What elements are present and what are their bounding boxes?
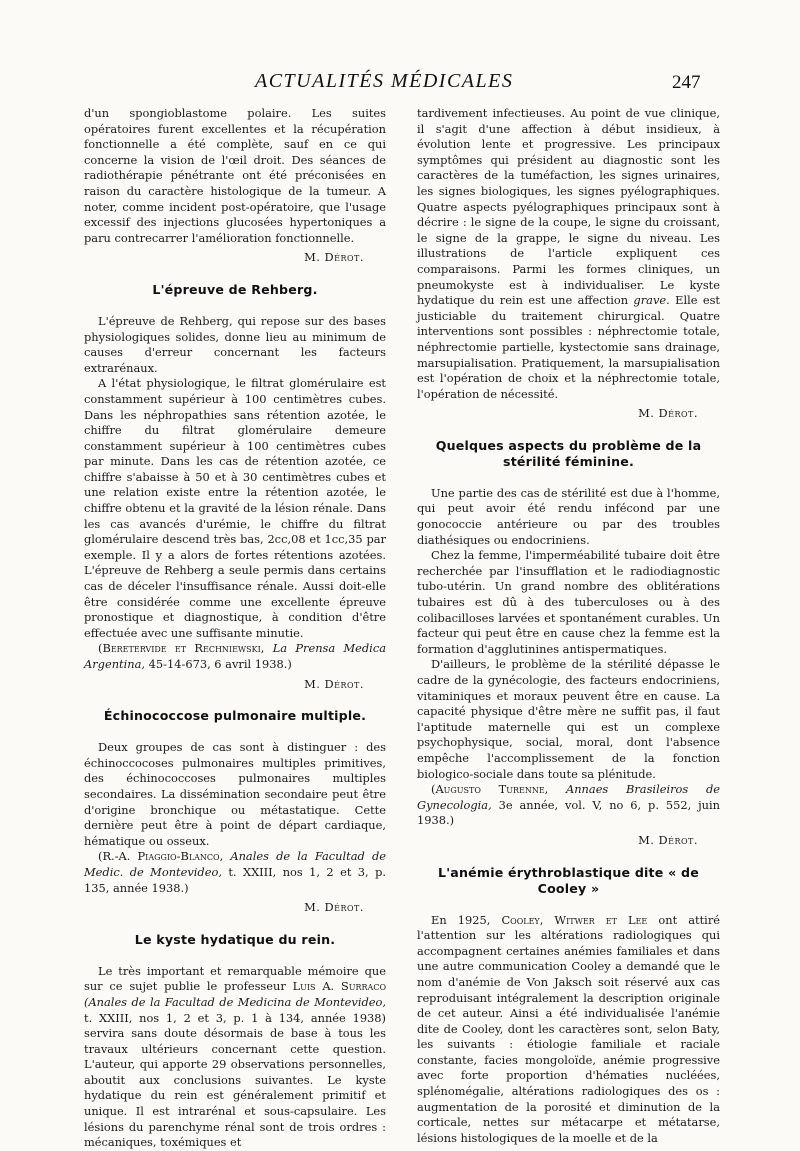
paragraph: Deux groupes de cas sont à distinguer : des échinoccocoses pulmonaires multiples primitives, des échinococcoses pulmonaires multiples secondaires. La dissémination secondaire peut être d'origine bronchique ou métastatique. Cette dernière peut être à point de départ cardiaque, hématique ou osseux.: [84, 740, 386, 848]
section-heading-sterilite: Quelques aspects du problème de la stérilité féminine.: [435, 437, 702, 469]
text-run: ont attiré l'attention sur les altérations radiologiques qui accompagnent certaines anémies familiales et dans une autre communication Cooley a demandé que le nom d'anémie de Von Jaksch soit réservé aux cas reproduisant intégralement la description originale de cet auteur. Ainsi a été individualisée l'anémie dite de Cooley, dont les caractères sont, selon Baty, les suivants : étiologie familiale et raciale constante, facies mongoloïde, anémie progressive avec forte proportion d'hématies nucléées, splénomégalie, altérations radiologiques des os : augmentation de la porosité et diminution de la corticale, nettes sur métacarpe et métatarse, lésions histologiques de la moelle et de la: [417, 912, 721, 1145]
citation: (Augusto Turenne, Annaes Brasileiros de Gynecologia, 3e année, vol. V, no 6, p. 552, juin 1938.): [417, 782, 720, 828]
citation-journal: Anales de la Facultad de Medic. de Montevideo,: [84, 849, 386, 879]
section-heading-rehberg: L'épreuve de Rehberg.: [152, 281, 318, 297]
text-run: En 1925,: [431, 912, 491, 927]
text-run: t. XXIII, nos 1, 2 et 3, p. 1 à 134, année 1938) servira sans doute désormais de base à tous les travaux ultérieurs concernant cette question. L'auteur, qui apporte 29 observations personnelles, aboutit aux conclusions suivantes. Le kyste hydatique du rein est généralement primitif et unique. Il est intrarénal et sous-capsulaire. Les lésions du parenchyme rénal sont de trois ordres : mécaniques, toxémiques et: [84, 1010, 386, 1150]
section-heading-cooley: L'anémie érythroblastique dite « de Cooley »: [438, 864, 699, 896]
paragraph: Chez la femme, l'imperméabilité tubaire doit être recherchée par l'insufflation et le radiodiagnostic tubo-utérin. Un grand nombre des oblitérations tubaires est dû à des tuberculoses ou à des colibacilloses larvées et spontanément curables. Un facteur qui peut être en cause chez la femme est la formation d'agglutinines antispermatiques.: [417, 548, 720, 656]
author-signature: M. Dérot.: [304, 250, 364, 265]
paragraph: D'ailleurs, le problème de la stérilité dépasse le cadre de la gynécologie, des facteurs endocriniens, vitaminiques et moraux peuvent être en cause. La capacité physique d'être mère ne suffit pas, il faut l'aptitude maternelle qui est un complexe psychophysique, social, moral, dont l'absence empêche l'accomplissement de la fonction biologico-sociale dans toute sa plénitude.: [417, 657, 720, 781]
citation: (R.-A. Piaggio-Blanco, Anales de la Facultad de Medic. de Montevideo, t. XXIII, nos 1, 2 et 3, p. 135, année 1938.): [84, 849, 386, 895]
author-signature: M. Dérot.: [304, 676, 364, 691]
author-signature: M. Dérot.: [638, 406, 698, 421]
citation-journal: Annaes Brasileiros de Gynecologia,: [417, 782, 720, 812]
citation-authors: R.-A. Piaggio-Blanco,: [102, 849, 224, 864]
text-run: Le très important et remarquable mémoire que sur ce sujet publie le professeur: [84, 963, 386, 994]
paragraph: [84, 964, 386, 1151]
paragraph: Une partie des cas de stérilité est due à l'homme, qui peut avoir été rendu infécond par une gonococcie antérieure ou par des troubles diathésiques ou endocriniens.: [417, 485, 720, 547]
citation-journal: La Prensa Medica Argentina,: [84, 641, 386, 671]
right-column: [417, 106, 720, 1146]
paragraph: d'un spongioblastome polaire. Les suites opératoires furent excellentes et la récupération fonctionnelle a été complète, sauf en ce qui concerne la vision de l'œil droit. Des séances de radiothérapie pénétrante ont été préconisées en raison du caractère histologique de la tumeur. A noter, comme incident post-opératoire, que l'usage excessif des injections glucosées hypertoniques a paru contrecarrer l'amélioration fonctionnelle.: [84, 106, 386, 245]
paragraph: L'épreuve de Rehberg, qui repose sur des bases physiologiques solides, donne lieu au minimum de causes d'erreur concernant les facteurs extrarénaux.: [84, 313, 386, 375]
paragraph: A l'état physiologique, le filtrat glomérulaire est constamment supérieur à 100 centimètres cubes. Dans les néphropathies sans rétention azotée, le chiffre du filtrat glomérulaire demeure constamment supérieur à 100 centimètres cubes par minute. Dans les cas de rétention azotée, ce chiffre s'abaisse à 50 et à 30 centimètres cubes et une relation existe entre la rétention azotée, le chiffre obtenu et la gravité de la lésion rénale. Dans les cas avancés d'urémie, le chiffre du filtrat glomérulaire descend très bas, 2cc,08 et 1cc,35 par exemple. Il y a alors de fortes rétentions azotées. L'épreuve de Rehberg a seule permis dans certains cas de déceler l'insuffisance rénale. Aussi doit-elle être considérée comme une excellente épreuve pronostique et diagnostique, à condition d'être effectuée avec une suffisante minutie.: [84, 376, 386, 640]
author-signature: M. Dérot.: [638, 832, 698, 847]
section-heading-kyste: Le kyste hydatique du rein.: [134, 931, 336, 947]
citation-authors: Beretervide et Rechniewski,: [102, 641, 265, 656]
emphasis: grave.: [633, 293, 670, 308]
running-title: ACTUALITÉS MÉDICALES: [255, 70, 514, 92]
author-signature: M. Dérot.: [304, 900, 364, 915]
author-name: Luis A. Surraco: [292, 979, 387, 994]
section-heading-echinococcose: Échinococcose pulmonaire multiple.: [103, 708, 367, 724]
text-run: tardivement infectieuses. Au point de vue clinique, il s'agit d'une affection à début insidieux, à évolution lente et progressive. Les principaux symptômes qui président au diagnostic sont les caractères de la tuméfaction, les signes urinaires, les signes biologiques, les signes pyélographiques. Quatre aspects pyélographiques principaux sont à décrire : le signe de la coupe, le signe du croissant, le signe de la grappe, le signe du niveau. Les illustrations de l'article expliquent ces comparaisons. Parmi les formes cliniques, un pneumokyste est à individualiser. Le kyste hydatique du rein est une affection: [417, 106, 720, 308]
text-run: Elle est justiciable du traitement chirurgical. Quatre interventions sont possibles : néphrectomie totale, néphrectomie partielle, kystectomie sans drainage, marsupialisation. Pratiquement, la marsupialisation est l'opération de choix et la néphrectomie totale, l'opération de nécessité.: [417, 293, 720, 401]
citation-reference: t. XXIII, nos 1, 2 et 3, p. 135, année 1938.): [84, 864, 386, 895]
left-column: [84, 106, 386, 1151]
page-number: 247: [672, 72, 701, 93]
journal-title: (Anales de la Facultad de Medicina de Montevideo,: [84, 994, 386, 1009]
paragraph: [417, 913, 720, 1147]
citation: (Beretervide et Rechniewski, La Prensa Medica Argentina, 45-14-673, 6 avril 1938.): [84, 641, 386, 671]
paragraph: [417, 106, 720, 402]
author-names: Cooley, Witwer et Lee: [501, 912, 648, 927]
citation-reference: 45-14-673, 6 avril 1938.): [148, 657, 292, 671]
citation-reference: 3e année, vol. V, no 6, p. 552, juin 1938.): [417, 797, 720, 828]
citation-authors: Augusto Turenne,: [435, 782, 549, 797]
